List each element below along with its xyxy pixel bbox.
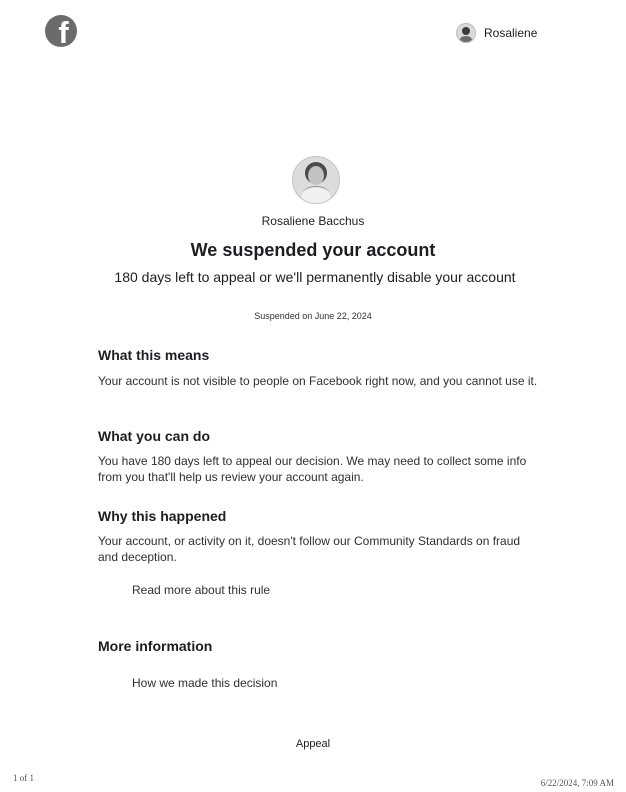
what-you-can-do-heading: What you can do [98,428,210,444]
profile-avatar-icon[interactable] [456,23,476,43]
read-more-rule-link[interactable]: Read more about this rule [132,583,271,597]
how-decision-made-link[interactable]: How we made this decision [132,676,278,690]
print-timestamp: 6/22/2024, 7:09 AM [540,778,614,788]
what-you-can-do-body: You have 180 days left to appeal our decision. We may need to collect some info from you that'll help us review your account again. [98,454,527,484]
profile-name[interactable]: Rosaliene [484,26,538,40]
appeal-deadline-subtitle: 180 days left to appeal or we'll permanently disable your account [114,269,516,285]
what-this-means-heading: What this means [98,347,210,363]
why-this-happened-heading: Why this happened [98,508,227,524]
page-count: 1 of 1 [13,773,34,783]
why-this-happened-body: Your account, or activity on it, doesn't follow our Community Standards on fraud and deception. [98,534,521,564]
suspended-date: Suspended on June 22, 2024 [254,311,372,321]
appeal-button[interactable]: Appeal [295,738,331,750]
what-this-means-body: Your account is not visible to people on Facebook right now, and you cannot use it. [98,374,538,388]
facebook-logo-icon[interactable] [45,15,77,47]
profile-menu[interactable] [456,23,537,43]
more-information-heading: More information [98,638,213,654]
facebook-logo-glyph: f [58,15,69,47]
user-name: Rosaliene Bacchus [261,214,365,228]
user-avatar [292,156,340,204]
page-title: We suspended your account [190,240,436,260]
